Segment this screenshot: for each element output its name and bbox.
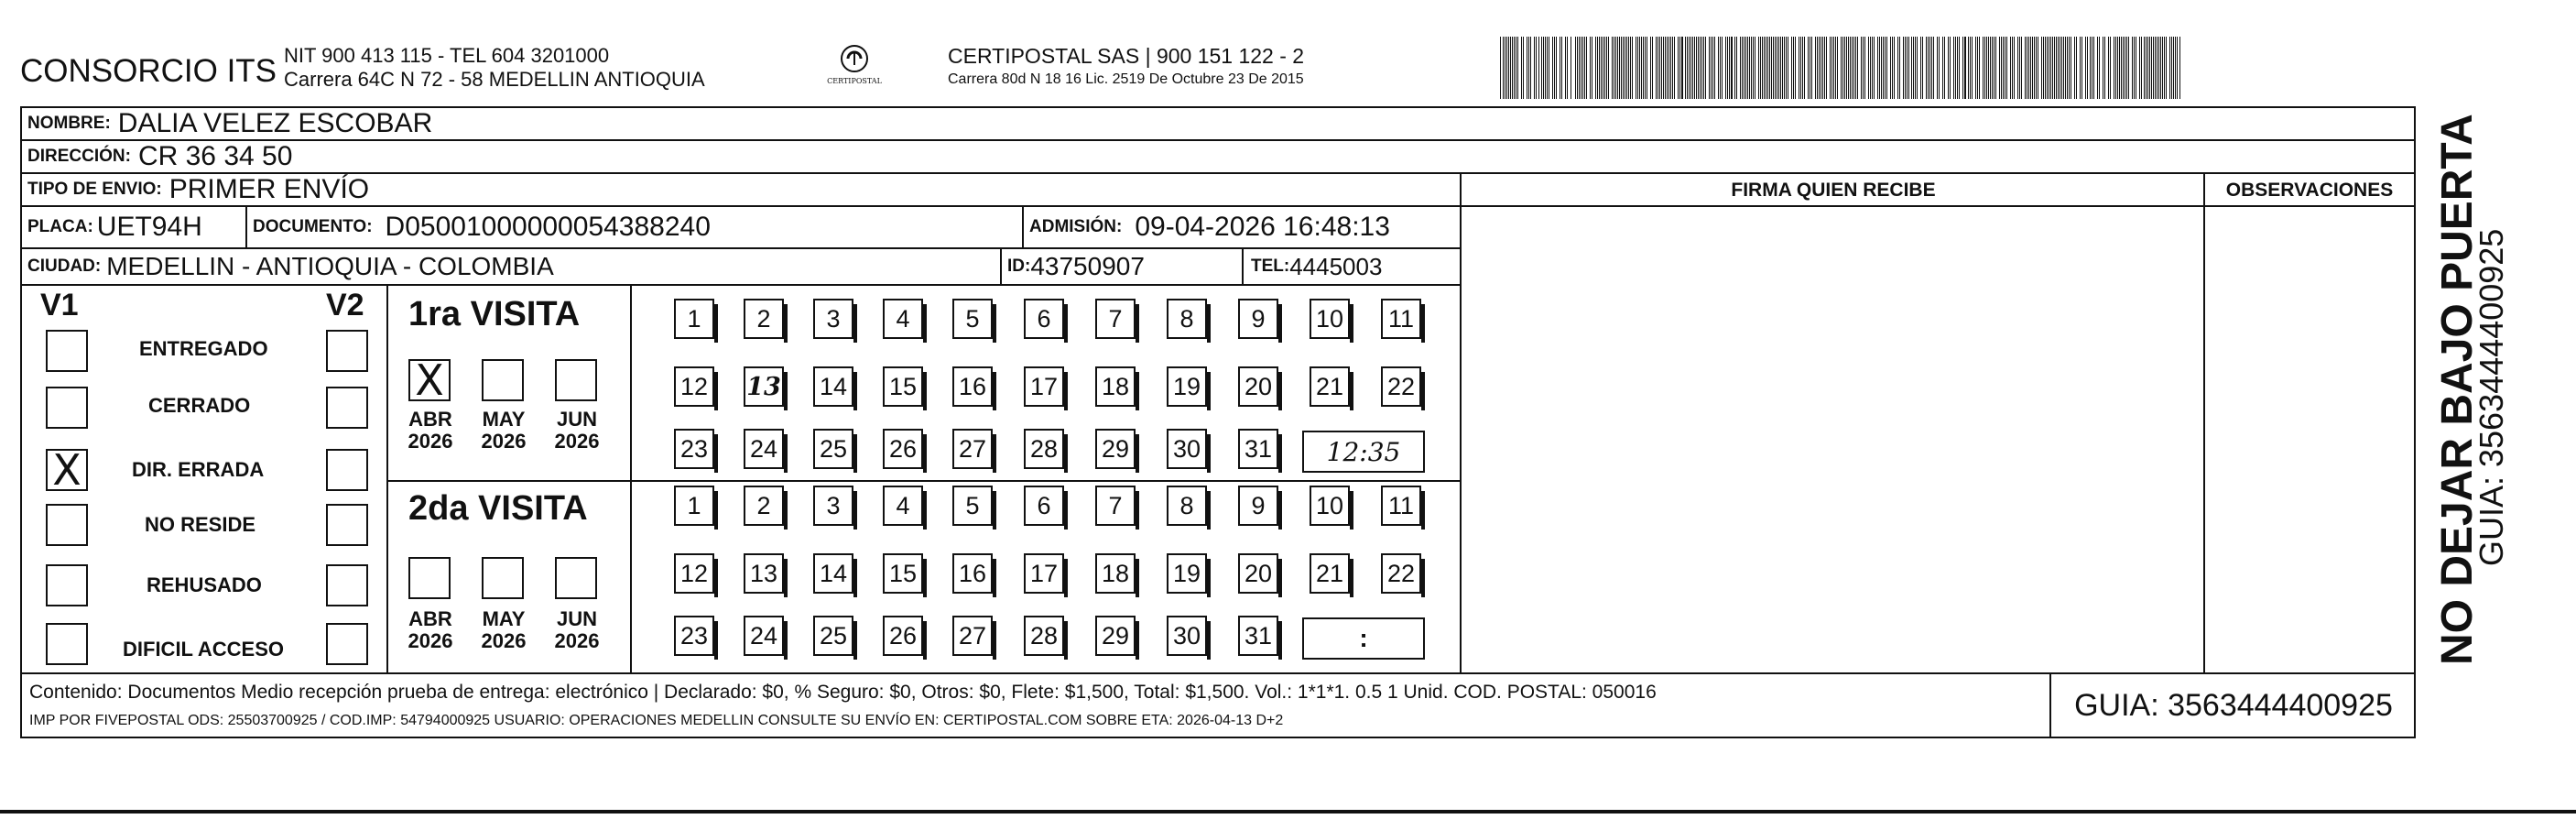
second-visit-day-22[interactable]: 22 <box>1381 553 1421 594</box>
month-label: JUN <box>556 607 597 630</box>
first-visit-day-27[interactable]: 27 <box>952 429 993 469</box>
second-visit-day-11[interactable]: 11 <box>1381 486 1421 526</box>
second-visit-day-13[interactable]: 13 <box>744 553 784 594</box>
first-visit-day-31[interactable]: 31 <box>1238 429 1278 469</box>
month-label: MAY <box>482 607 526 630</box>
second-visit-month-jun <box>540 608 614 652</box>
second-visit-day-20[interactable]: 20 <box>1238 553 1278 594</box>
year-label: 2026 <box>481 430 527 453</box>
second-visit-day-2[interactable]: 2 <box>744 486 784 526</box>
documento-label: DOCUMENTO: <box>253 217 373 236</box>
first-visit-day-30[interactable]: 30 <box>1167 429 1207 469</box>
first-visit-month-abr <box>394 409 467 453</box>
placa-value: UET94H <box>96 212 202 242</box>
option-cerrado: CERRADO <box>148 394 251 417</box>
month-label: JUN <box>556 408 597 431</box>
first-visit-time-field[interactable] <box>1302 431 1425 473</box>
year-label: 2026 <box>554 629 600 652</box>
direccion-row <box>22 141 2414 174</box>
option-dificil-acceso: DIFICIL ACCESO <box>123 638 285 661</box>
second-visit-month-abr <box>394 608 467 652</box>
year-label: 2026 <box>554 430 600 453</box>
documento-cell <box>247 207 1024 249</box>
option-rehusado: REHUSADO <box>147 573 262 596</box>
side-guia-text: GUIA: 3563444400925 <box>2473 228 2510 566</box>
first-visit-day-28[interactable]: 28 <box>1024 429 1064 469</box>
second-visit-day-6[interactable]: 6 <box>1024 486 1064 526</box>
v1-checkbox-cerrado[interactable] <box>46 387 88 429</box>
footer-imp: IMP POR FIVEPOSTAL ODS: 25503700925 / COD.IMP: 54794000925 USUARIO: OPERACIONES MEDELLIN CONSULTE SU ENVÍO EN: CERTIPOSTAL.COM SOBRE ETA: 2026-04-13 D+2 <box>29 713 1284 728</box>
month-label: MAY <box>482 408 526 431</box>
v2-checkbox-dificil-acceso[interactable] <box>326 623 368 665</box>
second-visit-day-30[interactable]: 30 <box>1167 616 1207 656</box>
first-visit-day-14[interactable]: 14 <box>813 366 853 407</box>
tel-value: 4445003 <box>1289 252 1383 280</box>
first-visit-month-jun-checkbox[interactable] <box>555 359 597 401</box>
tel-cell <box>1244 249 1462 286</box>
v2-label: V2 <box>326 288 364 322</box>
option-entregado: ENTREGADO <box>139 337 268 360</box>
second-visit-title: 2da VISITA <box>408 489 588 528</box>
month-label: ABR <box>408 408 452 431</box>
footer-guia-box <box>2049 672 2416 738</box>
id-cell <box>1002 249 1244 286</box>
first-visit-day-29[interactable]: 29 <box>1095 429 1136 469</box>
first-visit-day-25[interactable]: 25 <box>813 429 853 469</box>
year-label: 2026 <box>408 430 453 453</box>
first-visit-day-3[interactable]: 3 <box>813 299 853 339</box>
second-visit-day-12[interactable]: 12 <box>674 553 714 594</box>
first-visit-day-11[interactable]: 11 <box>1381 299 1421 339</box>
placa-label: PLACA: <box>27 217 93 236</box>
second-visit-day-17[interactable]: 17 <box>1024 553 1064 594</box>
first-visit-day-23[interactable]: 23 <box>674 429 714 469</box>
first-visit-day-7[interactable]: 7 <box>1095 299 1136 339</box>
v2-checkbox-cerrado[interactable] <box>326 387 368 429</box>
year-label: 2026 <box>408 629 453 652</box>
first-visit-day-5[interactable]: 5 <box>952 299 993 339</box>
second-visit-day-7[interactable]: 7 <box>1095 486 1136 526</box>
second-visit-day-15[interactable]: 15 <box>883 553 923 594</box>
first-visit-day-6[interactable]: 6 <box>1024 299 1064 339</box>
second-visit-day-10[interactable]: 10 <box>1310 486 1350 526</box>
first-visit-day-17[interactable]: 17 <box>1024 366 1064 407</box>
form-right-edge <box>2414 106 2416 674</box>
x-mark-icon: X <box>415 355 444 405</box>
v2-checkbox-dir-errada[interactable] <box>326 449 368 491</box>
v1-label: V1 <box>40 288 79 322</box>
first-visit-day-21[interactable]: 21 <box>1310 366 1350 407</box>
second-visit-day-27[interactable]: 27 <box>952 616 993 656</box>
second-visit-day-19[interactable]: 19 <box>1167 553 1207 594</box>
first-visit-day-4[interactable]: 4 <box>883 299 923 339</box>
side-guia <box>2473 181 2511 566</box>
courier-name: CERTIPOSTAL SAS | 900 151 122 - 2 <box>948 44 1305 68</box>
first-visit-month-abr-checkbox[interactable] <box>408 355 451 405</box>
first-visit-month-jun <box>540 409 614 453</box>
certipostal-logo <box>824 40 885 95</box>
first-visit-time-value: 12:35 <box>1326 436 1401 467</box>
second-visit-day-16[interactable]: 16 <box>952 553 993 594</box>
tel-label: TEL: <box>1251 257 1290 276</box>
id-value: 43750907 <box>1030 252 1145 280</box>
no-dejar-text: NO DEJAR BAJO PUERTA <box>2433 114 2482 665</box>
second-visit-day-3[interactable]: 3 <box>813 486 853 526</box>
first-visit-month-may-checkbox[interactable] <box>482 359 524 401</box>
footer-guia: GUIA: 3563444400925 <box>2074 687 2393 723</box>
first-visit-day-15[interactable]: 15 <box>883 366 923 407</box>
second-visit-time-value: : <box>1359 624 1368 652</box>
v1-checkbox-no-reside[interactable] <box>46 504 88 546</box>
v1-checkbox-rehusado[interactable] <box>46 564 88 606</box>
second-visit-month-may <box>467 608 540 652</box>
month-label: ABR <box>408 607 452 630</box>
first-visit-day-18[interactable]: 18 <box>1095 366 1136 407</box>
ciudad-label: CIUDAD: <box>27 257 102 276</box>
second-visit-day-31[interactable]: 31 <box>1238 616 1278 656</box>
barcode <box>1500 37 2185 99</box>
second-visit-day-1[interactable]: 1 <box>674 486 714 526</box>
second-visit-day-4[interactable]: 4 <box>883 486 923 526</box>
first-visit-day-26[interactable]: 26 <box>883 429 923 469</box>
first-visit-day-1[interactable]: 1 <box>674 299 714 339</box>
observaciones-divider <box>2203 174 2205 674</box>
first-visit-day-2[interactable]: 2 <box>744 299 784 339</box>
second-visit-day-29[interactable]: 29 <box>1095 616 1136 656</box>
logo-text: CERTIPOSTAL <box>827 77 882 85</box>
v2-checkbox-no-reside[interactable] <box>326 504 368 546</box>
tipo-label: TIPO DE ENVIO: <box>27 180 162 199</box>
admision-value: 09-04-2026 16:48:13 <box>1135 212 1390 242</box>
x-mark-icon: X <box>52 445 82 495</box>
second-visit-day-23[interactable]: 23 <box>674 616 714 656</box>
second-visit-time-field[interactable] <box>1302 617 1425 660</box>
visits-middle-line <box>388 480 1460 482</box>
second-visit-month-abr-checkbox[interactable] <box>408 557 451 599</box>
second-visit-day-5[interactable]: 5 <box>952 486 993 526</box>
second-visit-day-8[interactable]: 8 <box>1167 486 1207 526</box>
first-visit-day-16[interactable]: 16 <box>952 366 993 407</box>
first-visit-day-12[interactable]: 12 <box>674 366 714 407</box>
company-address: Carrera 64C N 72 - 58 MEDELLIN ANTIOQUIA <box>284 68 705 91</box>
second-visit-day-25[interactable]: 25 <box>813 616 853 656</box>
first-visit-day-13[interactable]: 13 <box>744 366 784 407</box>
second-visit-day-9[interactable]: 9 <box>1238 486 1278 526</box>
company-name: CONSORCIO ITS <box>20 53 277 89</box>
company-nit: NIT 900 413 115 - TEL 604 3201000 <box>284 44 610 67</box>
first-visit-day-20[interactable]: 20 <box>1238 366 1278 407</box>
nombre-label: NOMBRE: <box>27 114 111 133</box>
direccion-value: CR 36 34 50 <box>137 141 293 171</box>
first-visit-day-24[interactable]: 24 <box>744 429 784 469</box>
page-bottom-rule <box>0 810 2576 814</box>
nombre-value: DALIA VELEZ ESCOBAR <box>117 108 433 138</box>
v2-checkbox-entregado[interactable] <box>326 330 368 372</box>
direccion-label: DIRECCIÓN: <box>27 147 131 166</box>
ciudad-value: MEDELLIN - ANTIOQUIA - COLOMBIA <box>106 252 554 280</box>
firma-header <box>1462 174 2205 207</box>
option-dir-errada: DIR. ERRADA <box>132 458 265 481</box>
first-visit-day-19[interactable]: 19 <box>1167 366 1207 407</box>
courier-address: Carrera 80d N 18 16 Lic. 2519 De Octubre 23 De 2015 <box>948 71 1304 87</box>
admision-cell <box>1024 207 1462 249</box>
second-visit-day-28[interactable]: 28 <box>1024 616 1064 656</box>
year-label: 2026 <box>481 629 527 652</box>
id-label: ID: <box>1007 257 1031 276</box>
first-visit-day-10[interactable]: 10 <box>1310 299 1350 339</box>
ciudad-cell <box>22 249 1002 286</box>
v1-checkbox-entregado[interactable] <box>46 330 88 372</box>
second-visit-day-14[interactable]: 14 <box>813 553 853 594</box>
documento-value: D05001000000054388240 <box>385 212 711 242</box>
first-visit-title: 1ra VISITA <box>408 295 581 333</box>
first-visit-day-8[interactable]: 8 <box>1167 299 1207 339</box>
second-visit-day-21[interactable]: 21 <box>1310 553 1350 594</box>
placa-cell <box>22 207 247 249</box>
second-visit-day-26[interactable]: 26 <box>883 616 923 656</box>
v2-checkbox-rehusado[interactable] <box>326 564 368 606</box>
v1-checkbox-dir-errada[interactable] <box>46 445 88 495</box>
first-visit-month-may <box>467 409 540 453</box>
v1-checkbox-dificil-acceso[interactable] <box>46 623 88 665</box>
admision-label: ADMISIÓN: <box>1029 217 1123 236</box>
option-no-reside: NO RESIDE <box>145 513 256 536</box>
firma-header-text: FIRMA QUIEN RECIBE <box>1731 180 1936 201</box>
second-visit-month-may-checkbox[interactable] <box>482 557 524 599</box>
first-visit-day-9[interactable]: 9 <box>1238 299 1278 339</box>
observaciones-header-text: OBSERVACIONES <box>2225 180 2394 201</box>
footer-contenido: Contenido: Documentos Medio recepción prueba de entrega: electrónico | Declarado: $0, % Seguro: $0, Otros: $0, Flete: $1,500, Total: $1,500. Vol.: 1*1*1. 0.5 1 Unid. COD. POSTAL: 050016 <box>29 682 1657 703</box>
observaciones-header <box>2205 174 2414 207</box>
second-visit-month-jun-checkbox[interactable] <box>555 557 597 599</box>
second-visit-day-18[interactable]: 18 <box>1095 553 1136 594</box>
first-visit-day-22[interactable]: 22 <box>1381 366 1421 407</box>
tipo-value: PRIMER ENVÍO <box>168 174 370 204</box>
second-visit-day-24[interactable]: 24 <box>744 616 784 656</box>
nombre-row <box>22 108 2414 141</box>
